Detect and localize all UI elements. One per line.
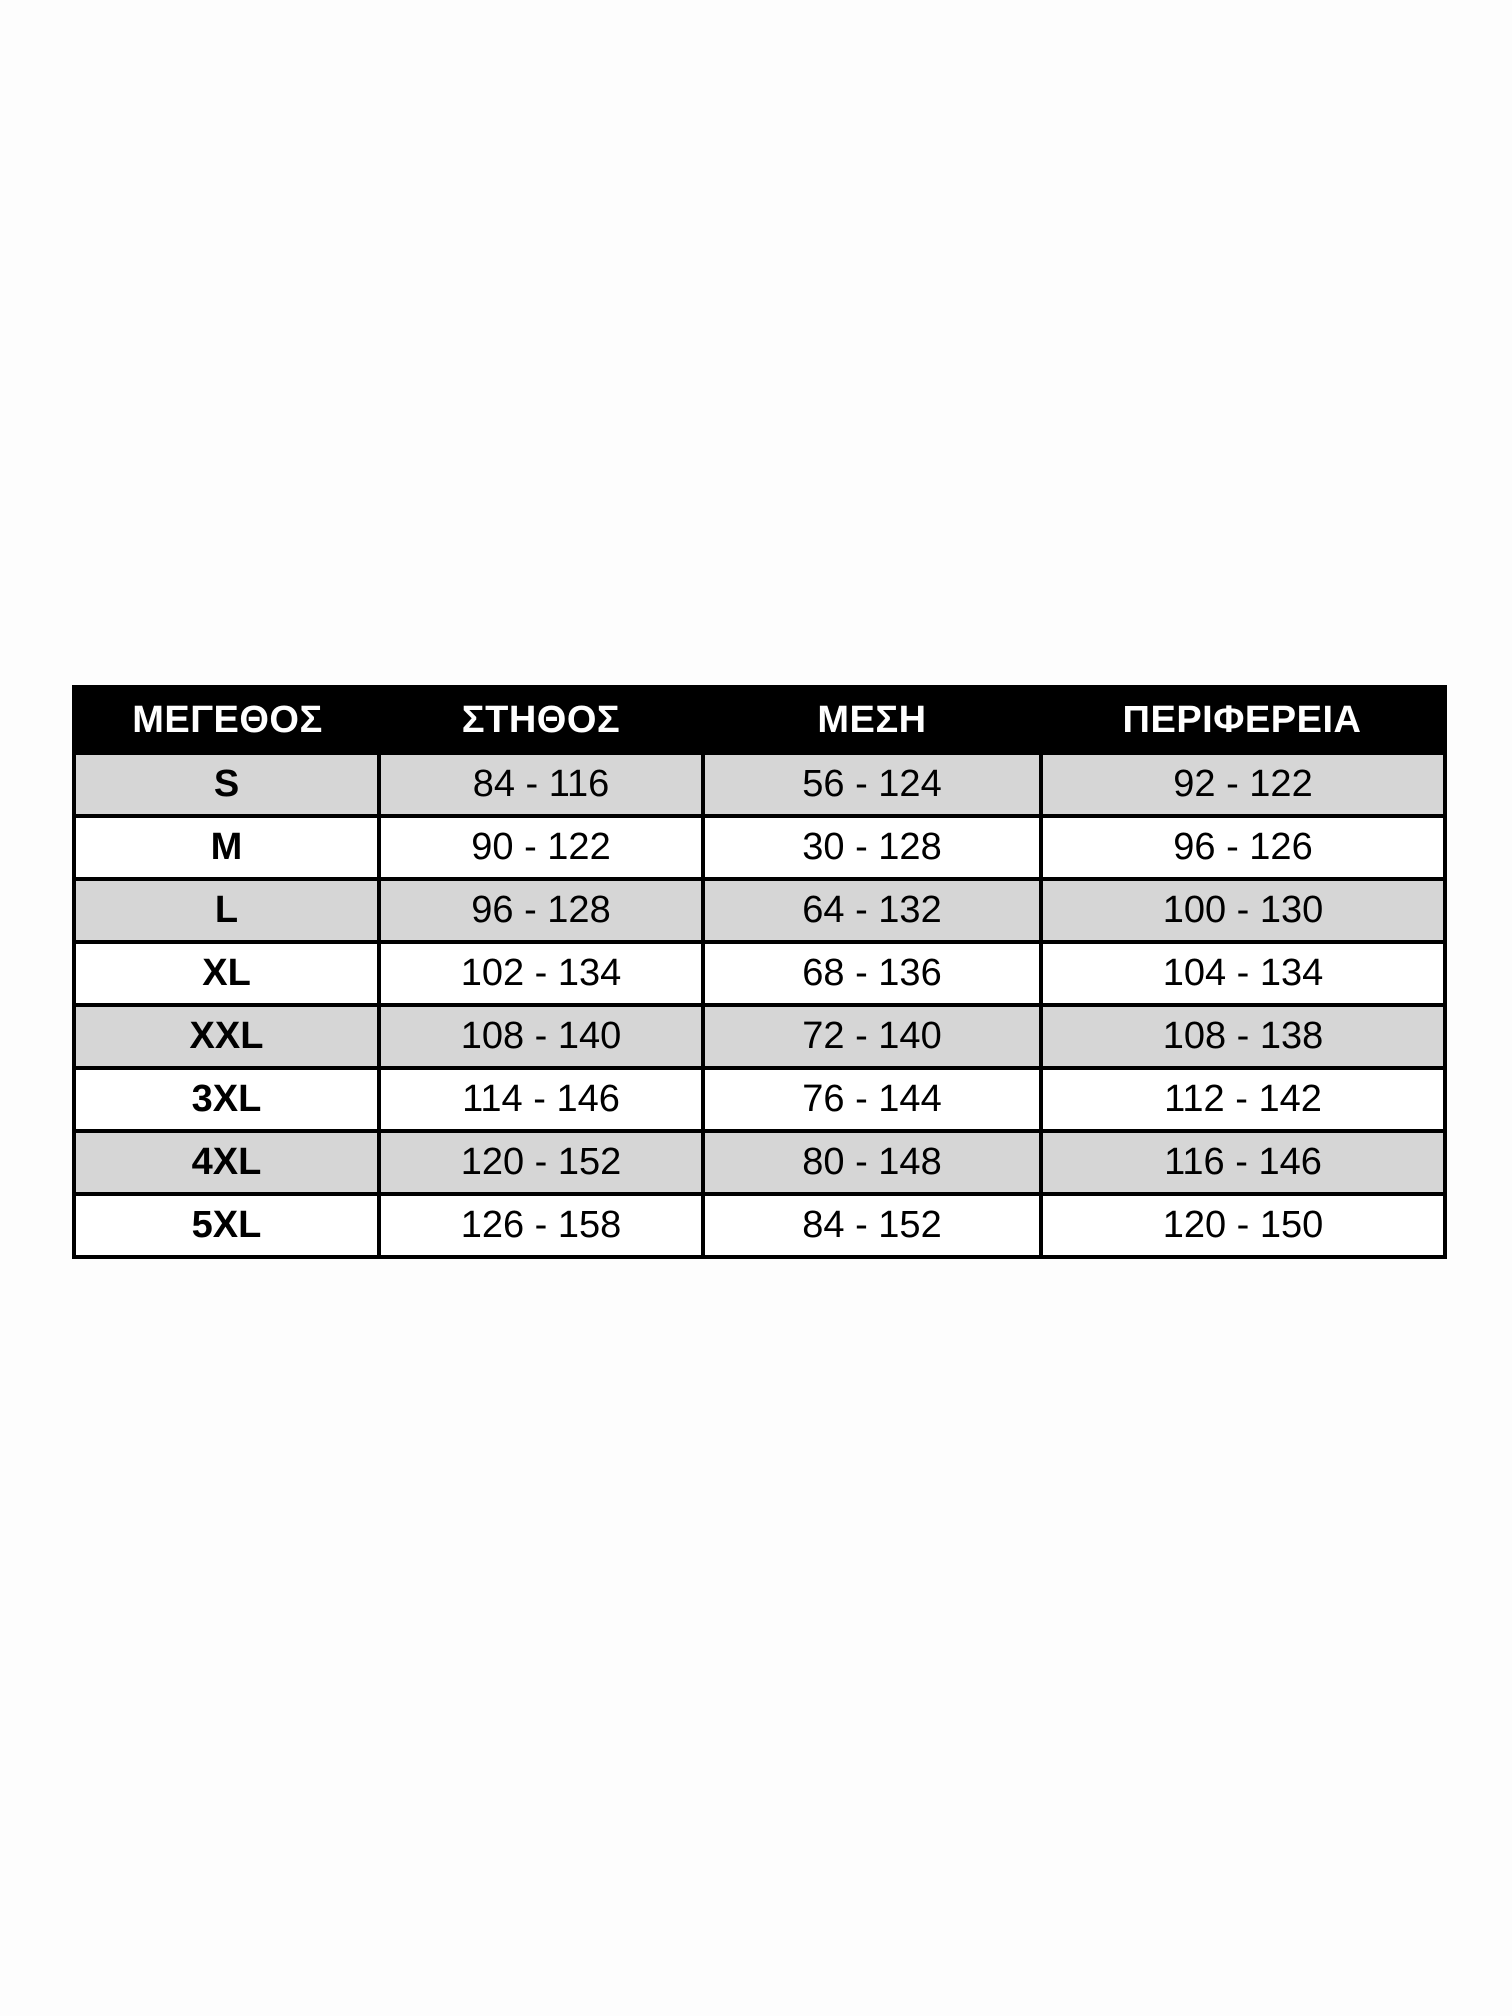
size-cell: 3XL [74, 1068, 379, 1131]
chest-cell: 84 - 116 [379, 753, 703, 816]
chest-cell: 102 - 134 [379, 942, 703, 1005]
header-size: ΜΕΓΕΘΟΣ [74, 687, 379, 753]
table-row [74, 1131, 1445, 1194]
size-cell: XXL [74, 1005, 379, 1068]
size-cell: XL [74, 942, 379, 1005]
chest-cell: 90 - 122 [379, 816, 703, 879]
waist-cell: 30 - 128 [703, 816, 1041, 879]
waist-cell: 64 - 132 [703, 879, 1041, 942]
chest-cell: 108 - 140 [379, 1005, 703, 1068]
table-row [74, 1068, 1445, 1131]
table-row [74, 753, 1445, 816]
hips-cell: 108 - 138 [1041, 1005, 1445, 1068]
chest-cell: 126 - 158 [379, 1194, 703, 1257]
waist-cell: 80 - 148 [703, 1131, 1041, 1194]
waist-cell: 56 - 124 [703, 753, 1041, 816]
table-row [74, 1194, 1445, 1257]
chest-cell: 114 - 146 [379, 1068, 703, 1131]
size-cell: 5XL [74, 1194, 379, 1257]
table-row [74, 816, 1445, 879]
size-chart-table [72, 685, 1447, 1259]
table-row [74, 879, 1445, 942]
size-cell: M [74, 816, 379, 879]
hips-cell: 112 - 142 [1041, 1068, 1445, 1131]
header-waist: ΜΕΣΗ [703, 687, 1041, 753]
chest-cell: 96 - 128 [379, 879, 703, 942]
hips-cell: 104 - 134 [1041, 942, 1445, 1005]
table-row [74, 1005, 1445, 1068]
hips-cell: 116 - 146 [1041, 1131, 1445, 1194]
chest-cell: 120 - 152 [379, 1131, 703, 1194]
waist-cell: 84 - 152 [703, 1194, 1041, 1257]
header-row [74, 687, 1445, 753]
hips-cell: 120 - 150 [1041, 1194, 1445, 1257]
hips-cell: 92 - 122 [1041, 753, 1445, 816]
waist-cell: 72 - 140 [703, 1005, 1041, 1068]
size-cell: L [74, 879, 379, 942]
size-cell: S [74, 753, 379, 816]
size-cell: 4XL [74, 1131, 379, 1194]
hips-cell: 100 - 130 [1041, 879, 1445, 942]
header-chest: ΣΤΗΘΟΣ [379, 687, 703, 753]
header-hips: ΠΕΡΙΦΕΡΕΙΑ [1041, 687, 1445, 753]
waist-cell: 68 - 136 [703, 942, 1041, 1005]
table-row [74, 942, 1445, 1005]
waist-cell: 76 - 144 [703, 1068, 1041, 1131]
hips-cell: 96 - 126 [1041, 816, 1445, 879]
